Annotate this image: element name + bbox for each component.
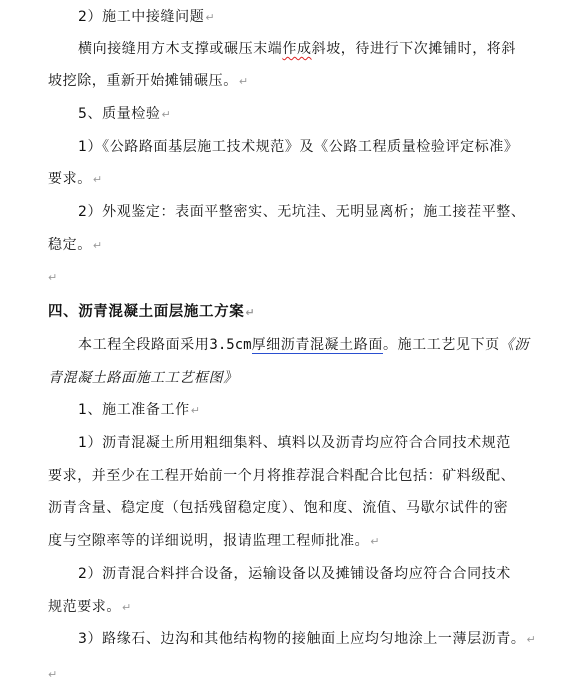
hyperlinked-text[interactable]: 厚细沥青混凝土路面 — [251, 337, 383, 353]
body-text-line: 青混凝土路面施工工艺框图》 — [48, 370, 238, 386]
paragraph-mark: ↵ — [370, 535, 380, 548]
body-text-line: 横向接缝用方木支撑或碾压末端作成斜坡，待进行下次摊铺时，将斜 — [78, 41, 517, 57]
paragraph-mark: ↵ — [205, 11, 215, 24]
paragraph-mark: ↵ — [92, 239, 103, 252]
section-heading-quality-inspection: 5、质量检验↵ — [78, 106, 171, 122]
body-text-line: 要求。↵ — [48, 171, 103, 187]
paragraph-mark: ↵ — [190, 404, 200, 417]
paragraph-mark: ↵ — [92, 173, 103, 186]
paragraph-mark: ↵ — [238, 75, 249, 88]
paragraph-mark: ↵ — [122, 601, 132, 614]
body-text-line: 2）外观鉴定：表面平整密实、无坑洼、无明显离析；施工接茬平整、 — [78, 204, 526, 220]
body-text-line: 坡挖除，重新开始摊铺碾压。↵ — [48, 73, 249, 89]
body-text-line: 本工程全段路面采用3.5cm厚细沥青混凝土路面。施工工艺见下页《沥 — [78, 337, 529, 353]
body-text-line: 度与空隙率等的详细说明，报请监理工程师批准。↵ — [48, 533, 380, 549]
subsection-heading-preparation: 1、施工准备工作↵ — [78, 402, 200, 418]
body-text-line: 要求，并至少在工程开始前一个月将推荐混合料配合比包括：矿料级配、 — [48, 468, 516, 484]
empty-paragraph-mark: ↵ — [48, 668, 58, 681]
subsection-heading-joint-problem: 2）施工中接缝问题↵ — [78, 9, 215, 25]
empty-paragraph-mark: ↵ — [48, 271, 58, 284]
body-text-line: 稳定。↵ — [48, 237, 103, 253]
body-text-line: 1）《公路路面基层施工技术规范》及《公路工程质量检验评定标准》 — [78, 139, 519, 155]
body-text-line: 3）路缘石、边沟和其他结构物的接触面上应均匀地涂上一薄层沥青。↵ — [78, 631, 536, 647]
paragraph-mark: ↵ — [161, 108, 171, 121]
body-text-line: 1）沥青混凝土所用粗细集料、填料以及沥青均应符合合同技术规范 — [78, 435, 511, 451]
paragraph-mark: ↵ — [526, 633, 536, 646]
section-heading-asphalt-surface: 四、沥青混凝土面层施工方案↵ — [48, 304, 255, 320]
paragraph-mark: ↵ — [245, 306, 255, 319]
body-text-line: 2）沥青混合料拌合设备，运输设备以及摊铺设备均应符合合同技术 — [78, 566, 511, 582]
body-text-line: 规范要求。↵ — [48, 599, 132, 615]
spellcheck-flagged-word[interactable]: 作成 — [282, 41, 312, 57]
body-text-line: 沥青含量、稳定度（包括残留稳定度）、饱和度、流值、马歇尔试件的密 — [48, 500, 509, 516]
